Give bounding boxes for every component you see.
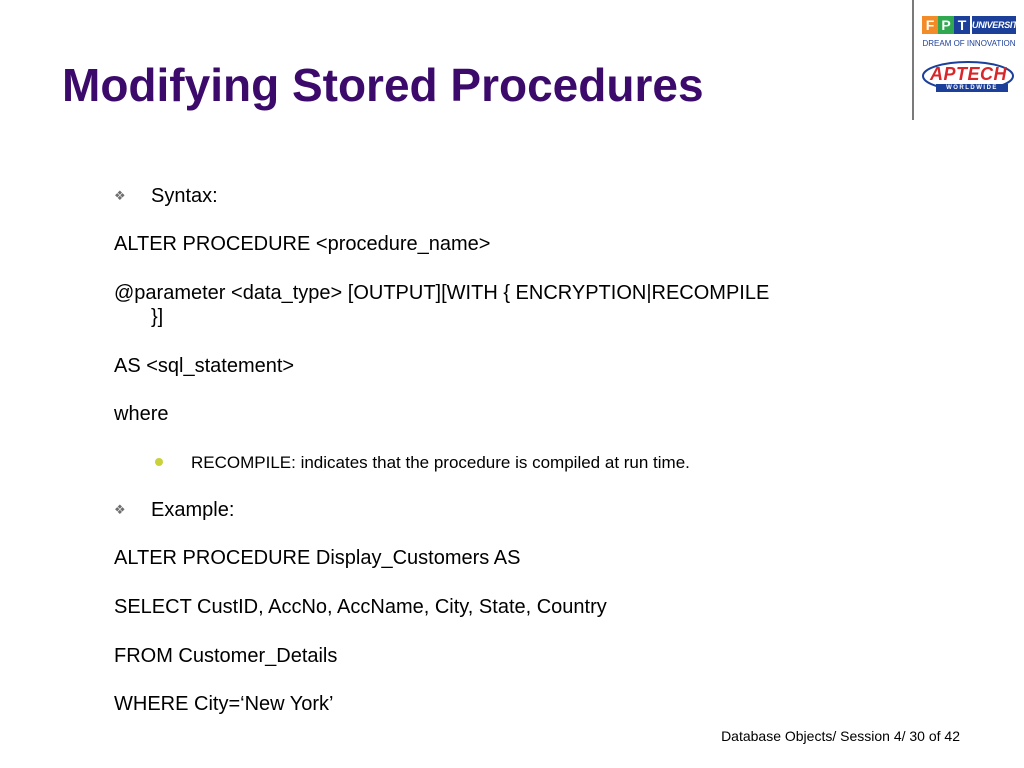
fpt-tagline: DREAM OF INNOVATION bbox=[922, 39, 1016, 48]
fpt-letter-p: P bbox=[938, 16, 954, 34]
example-line: FROM Customer_Details bbox=[114, 645, 338, 667]
recompile-note: RECOMPILE: indicates that the procedure is compiled at run time. bbox=[191, 453, 690, 472]
diamond-bullet-icon: ❖ bbox=[114, 502, 126, 517]
syntax-line: where bbox=[114, 403, 169, 425]
syntax-line: @parameter <data_type> [OUTPUT][WITH { ENCRYPTION|RECOMPILE bbox=[114, 282, 770, 304]
example-line: SELECT CustID, AccNo, AccName, City, State, Country bbox=[114, 596, 607, 618]
example-line: ALTER PROCEDURE Display_Customers AS bbox=[114, 547, 521, 569]
aptech-worldwide: WORLDWIDE bbox=[936, 84, 1008, 92]
fpt-letter-t: T bbox=[954, 16, 970, 34]
fpt-university-logo bbox=[922, 14, 1024, 54]
fpt-letter-f: F bbox=[922, 16, 938, 34]
diamond-bullet-icon: ❖ bbox=[114, 188, 126, 203]
aptech-wordmark: APTECH bbox=[930, 64, 1008, 84]
example-label: Example: bbox=[151, 499, 235, 521]
fpt-university-text: UNIVERSITY bbox=[972, 16, 1016, 34]
example-line: WHERE City=‘New York’ bbox=[114, 693, 334, 715]
syntax-label: Syntax: bbox=[151, 185, 218, 207]
dot-bullet-icon bbox=[155, 458, 163, 466]
header-divider bbox=[912, 0, 914, 120]
aptech-logo bbox=[920, 60, 1016, 96]
slide-title: Modifying Stored Procedures bbox=[62, 59, 704, 111]
syntax-line: AS <sql_statement> bbox=[114, 355, 295, 377]
syntax-line: ALTER PROCEDURE <procedure_name> bbox=[114, 233, 491, 255]
syntax-line: }] bbox=[151, 306, 164, 328]
slide-footer: Database Objects/ Session 4/ 30 of 42 bbox=[721, 728, 960, 744]
